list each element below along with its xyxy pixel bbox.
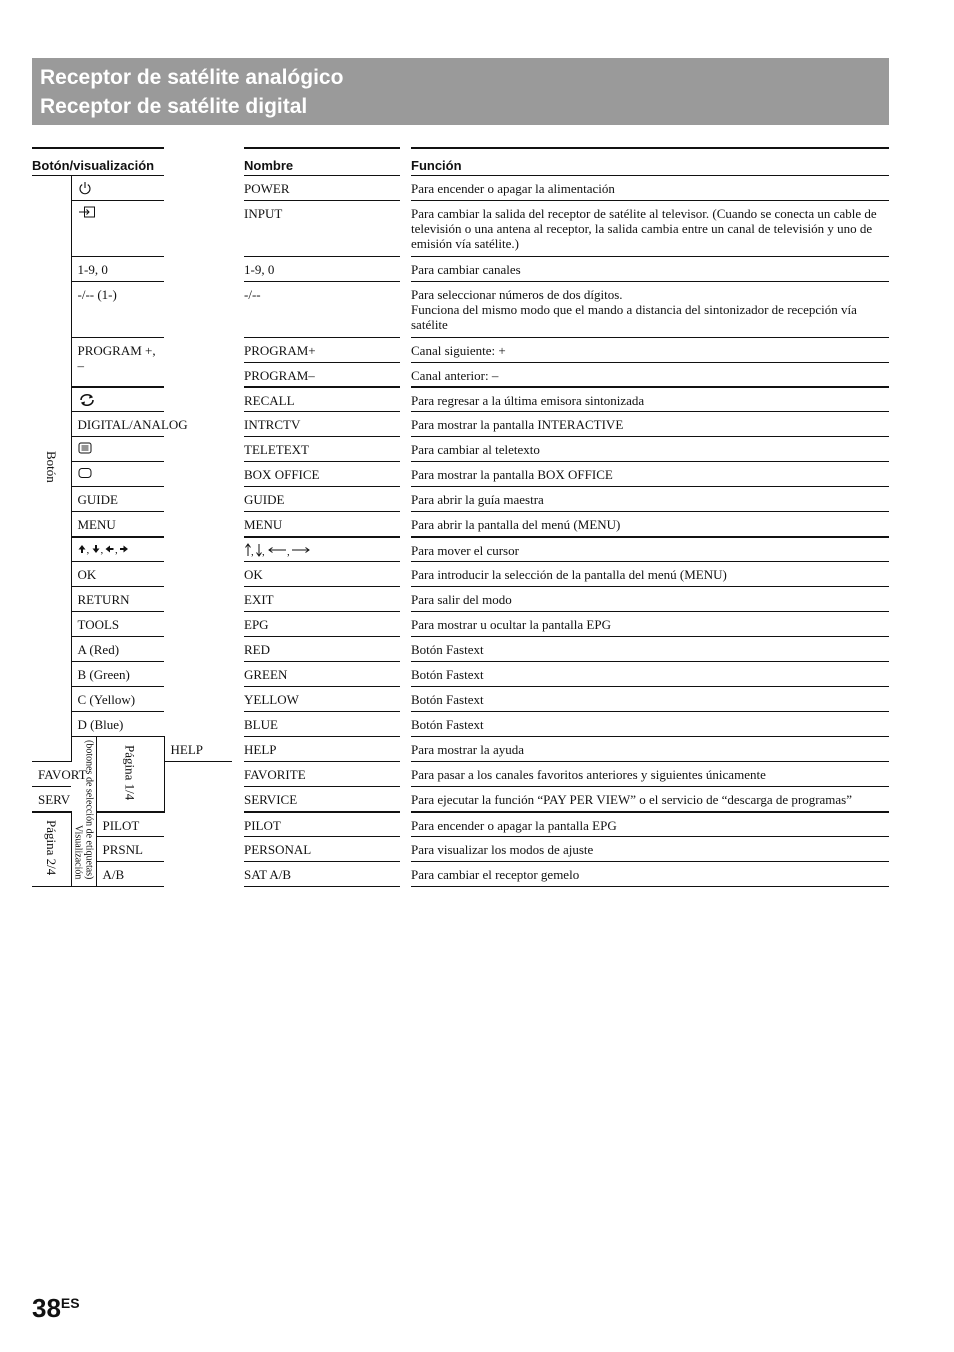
function-cell: Para seleccionar números de dos dígitos. Funciona del mismo modo que el mando a distancia del sintonizador de recepción vía satélite [411,282,889,338]
teletext-icon [78,442,92,457]
button-power [71,176,164,201]
name-column-table [244,147,400,887]
svg-text:,: , [100,543,103,555]
name-cell: OK [244,562,400,587]
button-prsnl: PRSNL [96,837,164,862]
button-ab: A/B [96,862,164,887]
function-cell: Para encender o apagar la pantalla EPG [411,812,889,837]
button-input [71,201,164,257]
svg-text:,: , [114,543,118,555]
name-cell: EXIT [244,587,400,612]
button-pilot: PILOT [96,812,164,837]
function-cell: Para introducir la selección de la pantalla del menú (MENU) [411,562,889,587]
page-2-label: Página 2/4 [43,820,59,876]
name-cell: PERSONAL [244,837,400,862]
name-cell: INTRCTV [244,412,400,437]
group-boton-label: Botón [43,451,59,483]
button-teletext [71,437,164,462]
name-cell: HELP [244,737,400,762]
box-office-icon [78,467,92,482]
name-cell: 1-9, 0 [244,257,400,282]
name-cell: FAVORITE [244,762,400,787]
svg-text:,: , [262,545,265,557]
column-header-name: Nombre [244,148,400,176]
function-cell: Para encender o apagar la alimentación [411,176,889,201]
group-boton [32,176,71,762]
name-cell: -/-- [244,282,400,338]
button-recall [71,387,164,412]
button-program: PROGRAM +, – [71,338,164,387]
function-cell: Para cambiar el receptor gemelo [411,862,889,887]
function-cell: Botón Fastext [411,662,889,687]
function-cell: Para cambiar canales [411,257,889,282]
function-cell: Para mover el cursor [411,537,889,562]
button-guide: GUIDE [71,487,164,512]
group-visualizacion-note: (botones de selección de etiquetas) [83,740,95,880]
function-cell: Botón Fastext [411,637,889,662]
function-cell: Para visualizar los modos de ajuste [411,837,889,862]
name-cell: PROGRAM– [244,363,400,387]
button-green: B (Green) [71,662,164,687]
function-cell: Para mostrar la ayuda [411,737,889,762]
arrow-buttons-icon [78,543,136,558]
name-cell-arrows [244,537,400,562]
header-title-line-2: Receptor de satélite digital [40,95,308,118]
button-ok: OK [71,562,164,587]
page-2-group [32,812,71,887]
svg-text:,: , [86,543,89,555]
column-header-function: Función [411,148,889,176]
name-cell: SAT A/B [244,862,400,887]
function-column-table [411,147,889,887]
svg-text:,: , [287,545,290,557]
name-cell: GUIDE [244,487,400,512]
page-1-label: Página 1/4 [122,744,138,800]
button-digits: 1-9, 0 [71,257,164,282]
function-cell: Canal siguiente: + [411,338,889,363]
button-box-office [71,462,164,487]
svg-text:,: , [251,545,254,557]
button-tools: TOOLS [71,612,164,637]
button-serv: SERV [32,787,71,812]
button-favort: FAVORT [32,762,71,787]
page-number-suffix: ES [60,1295,80,1311]
function-cell: Para mostrar la pantalla BOX OFFICE [411,462,889,487]
group-visualizacion [71,737,96,887]
button-arrows [71,537,164,562]
button-column-table [32,147,232,887]
function-cell: Para pasar a los canales favoritos anteriores y siguientes únicamente [411,762,889,787]
arrow-names-icon [244,543,310,560]
power-icon [78,181,92,198]
name-cell: BOX OFFICE [244,462,400,487]
function-cell: Canal anterior: – [411,363,889,387]
name-cell: PROGRAM+ [244,338,400,363]
button-help: HELP [164,737,232,762]
function-cell: Para abrir la pantalla del menú (MENU) [411,512,889,537]
button-two-digit: -/-- (1-) [71,282,164,338]
function-cell: Para cambiar la salida del receptor de satélite al televisor. (Cuando se conecta un cable de televisión o una antena al receptor, la salida cambia entre un canal de televisión y uno de emisión vía satélite.) [411,201,889,257]
name-cell: RECALL [244,387,400,412]
name-cell: GREEN [244,662,400,687]
name-cell: YELLOW [244,687,400,712]
page-1-group [96,737,164,812]
function-cell: Botón Fastext [411,712,889,737]
name-cell: BLUE [244,712,400,737]
button-menu: MENU [71,512,164,537]
function-cell: Para salir del modo [411,587,889,612]
name-cell: TELETEXT [244,437,400,462]
name-cell: SERVICE [244,787,400,812]
button-blue: D (Blue) [71,712,164,737]
button-yellow: C (Yellow) [71,687,164,712]
function-cell: Para mostrar u ocultar la pantalla EPG [411,612,889,637]
function-cell: Para regresar a la última emisora sintonizada [411,387,889,412]
input-icon [78,206,96,221]
page-number [32,1293,80,1324]
function-cell: Para abrir la guía maestra [411,487,889,512]
page-number-value: 38 [32,1293,61,1323]
name-cell: MENU [244,512,400,537]
button-digital-analog: DIGITAL/ANALOG [71,412,164,437]
function-cell: Botón Fastext [411,687,889,712]
page-header [32,58,889,125]
name-cell: EPG [244,612,400,637]
group-visualizacion-label: Visualización [72,825,84,880]
button-return: RETURN [71,587,164,612]
column-header-button: Botón/visualización [32,148,164,176]
name-cell: INPUT [244,201,400,257]
function-cell: Para mostrar la pantalla INTERACTIVE [411,412,889,437]
recall-icon [78,393,96,410]
button-red: A (Red) [71,637,164,662]
name-cell: POWER [244,176,400,201]
name-cell: PILOT [244,812,400,837]
header-title-line-1: Receptor de satélite analógico [40,66,344,89]
function-cell: Para ejecutar la función “PAY PER VIEW” o el servicio de “descarga de programas” [411,787,889,812]
function-cell: Para cambiar al teletexto [411,437,889,462]
name-cell: RED [244,637,400,662]
